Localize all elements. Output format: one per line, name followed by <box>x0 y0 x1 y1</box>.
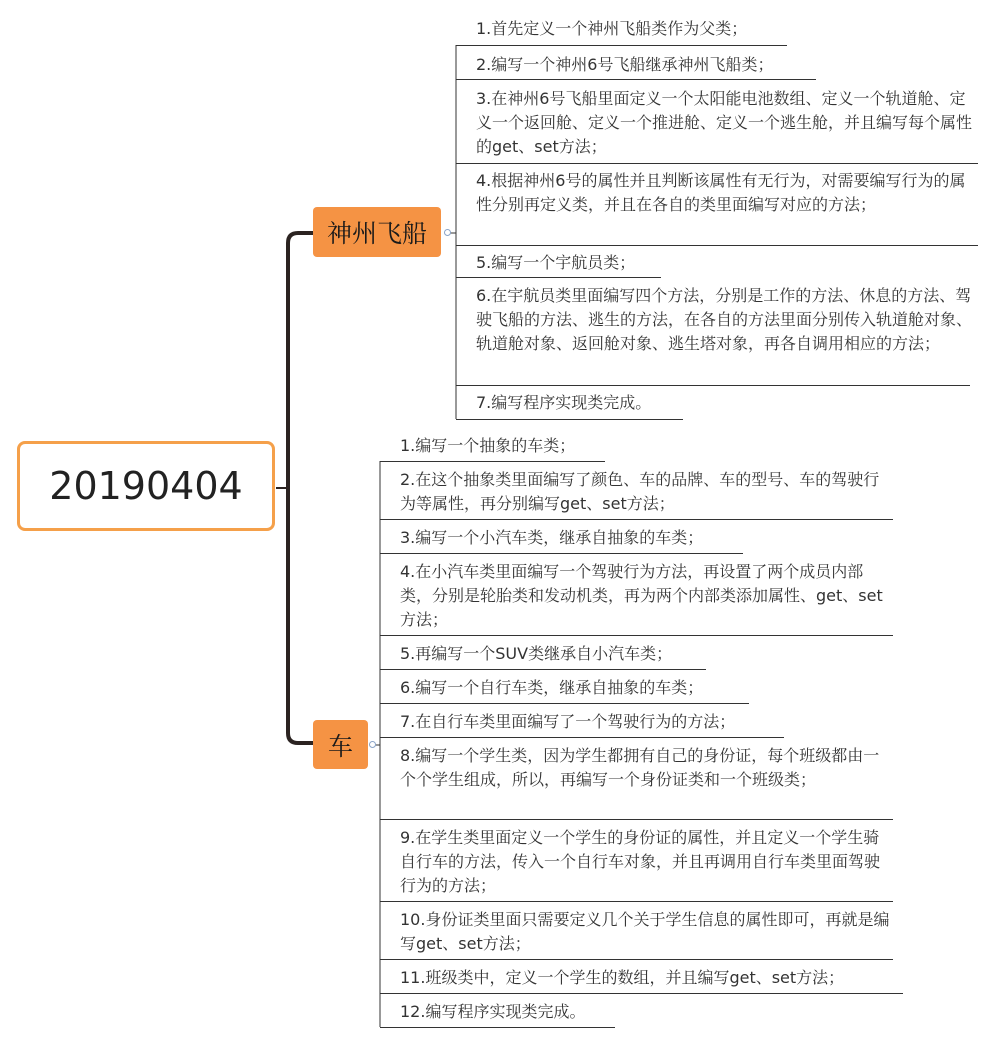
leaf-text: 11.班级类中，定义一个学生的数组，并且编写get、set方法； <box>400 968 845 987</box>
root-label: 20190404 <box>49 464 243 508</box>
leaf-underline <box>456 277 661 278</box>
leaf-text: 3.编写一个小汽车类，继承自抽象的车类； <box>400 528 704 547</box>
leaf-item[interactable] <box>456 87 978 164</box>
leaf-underline <box>456 45 787 46</box>
root-node[interactable] <box>17 441 275 531</box>
leaf-text: 6.在宇航员类里面编写四个方法，分别是工作的方法、休息的方法、驾驶飞船的方法、逃生的方法，在各自的方法里面分别传入轨道舱对象、轨道舱对象、返回舱对象、逃生塔对象，再各自调用相应的方法； <box>476 286 973 353</box>
leaf-underline <box>380 1027 615 1028</box>
leaf-underline <box>380 519 893 520</box>
leaf-underline <box>380 901 893 902</box>
leaf-text: 4.根据神州6号的属性并且判断该属性有无行为，对需要编写行为的属性分别再定义类，并且在各自的类里面编写对应的方法； <box>476 171 966 214</box>
leaf-item[interactable] <box>380 710 896 738</box>
leaf-text: 2.编写一个神州6号飞船继承神州飞船类； <box>476 55 774 74</box>
leaf-item[interactable] <box>456 169 978 246</box>
leaf-text: 7.编写程序实现类完成。 <box>476 393 652 412</box>
leaf-underline <box>456 163 978 164</box>
leaf-text: 8.编写一个学生类，因为学生都拥有自己的身份证，每个班级都由一个个学生组成，所以，再编写一个身份证类和一个班级类； <box>400 746 880 789</box>
leaf-text: 5.再编写一个SUV类继承自小汽车类； <box>400 644 673 663</box>
leaf-underline <box>380 819 893 820</box>
leaf-item[interactable] <box>380 744 896 820</box>
leaf-item[interactable] <box>380 966 896 994</box>
branch-node-shenzhou[interactable] <box>313 207 441 257</box>
leaf-item[interactable] <box>380 908 896 960</box>
leaf-underline <box>380 703 749 704</box>
trunk-line <box>288 233 313 743</box>
leaf-item[interactable] <box>380 560 896 636</box>
leaf-item[interactable] <box>456 251 978 278</box>
leaf-underline <box>380 959 893 960</box>
branch-node-car[interactable] <box>313 720 368 769</box>
collapse-toggle[interactable] <box>369 741 376 748</box>
leaf-underline <box>456 385 970 386</box>
leaf-text: 12.编写程序实现类完成。 <box>400 1002 586 1021</box>
branch-label: 神州飞船 <box>326 219 427 248</box>
leaf-item[interactable] <box>380 676 896 704</box>
leaf-item[interactable] <box>380 526 896 554</box>
leaf-text: 1.编写一个抽象的车类； <box>400 436 576 455</box>
collapse-toggle[interactable] <box>444 229 451 236</box>
leaf-underline <box>456 419 683 420</box>
leaf-underline <box>380 669 706 670</box>
leaf-underline <box>456 245 978 246</box>
leaf-text: 1.首先定义一个神州飞船类作为父类； <box>476 19 748 38</box>
leaf-underline <box>380 635 893 636</box>
leaf-underline <box>380 737 784 738</box>
leaf-item[interactable] <box>456 17 978 46</box>
leaf-text: 9.在学生类里面定义一个学生的身份证的属性，并且定义一个学生骑自行车的方法，传入一个自行车对象，并且再调用自行车类里面驾驶行为的方法； <box>400 828 881 895</box>
leaf-text: 10.身份证类里面只需要定义几个关于学生信息的属性即可，再就是编写get、set方法； <box>400 910 890 953</box>
leaf-item[interactable] <box>380 826 896 902</box>
leaf-text: 5.编写一个宇航员类； <box>476 253 636 272</box>
leaf-underline <box>380 461 605 462</box>
leaf-text: 4.在小汽车类里面编写一个驾驶行为方法，再设置了两个成员内部类，分别是轮胎类和发动机类，再为两个内部类添加属性、get、set方法； <box>400 562 883 629</box>
leaf-text: 6.编写一个自行车类，继承自抽象的车类； <box>400 678 704 697</box>
leaf-text: 7.在自行车类里面编写了一个驾驶行为的方法； <box>400 712 736 731</box>
leaf-item[interactable] <box>456 391 978 420</box>
leaf-item[interactable] <box>380 468 896 520</box>
leaf-text: 3.在神州6号飞船里面定义一个太阳能电池数组、定义一个轨道舱、定义一个返回舱、定义一个推进舱、定义一个逃生舱，并且编写每个属性的get、set方法； <box>476 89 973 156</box>
leaf-underline <box>380 993 903 994</box>
leaf-underline <box>456 79 816 80</box>
leaf-item[interactable] <box>380 434 896 462</box>
leaf-item[interactable] <box>380 642 896 670</box>
leaf-underline <box>380 553 743 554</box>
leaf-text: 2.在这个抽象类里面编写了颜色、车的品牌、车的型号、车的驾驶行为等属性，再分别编写get、set方法； <box>400 470 880 513</box>
branch-label: 车 <box>327 731 353 761</box>
leaf-item[interactable] <box>380 1000 896 1028</box>
leaf-item[interactable] <box>456 53 978 80</box>
leaf-item[interactable] <box>456 284 978 386</box>
